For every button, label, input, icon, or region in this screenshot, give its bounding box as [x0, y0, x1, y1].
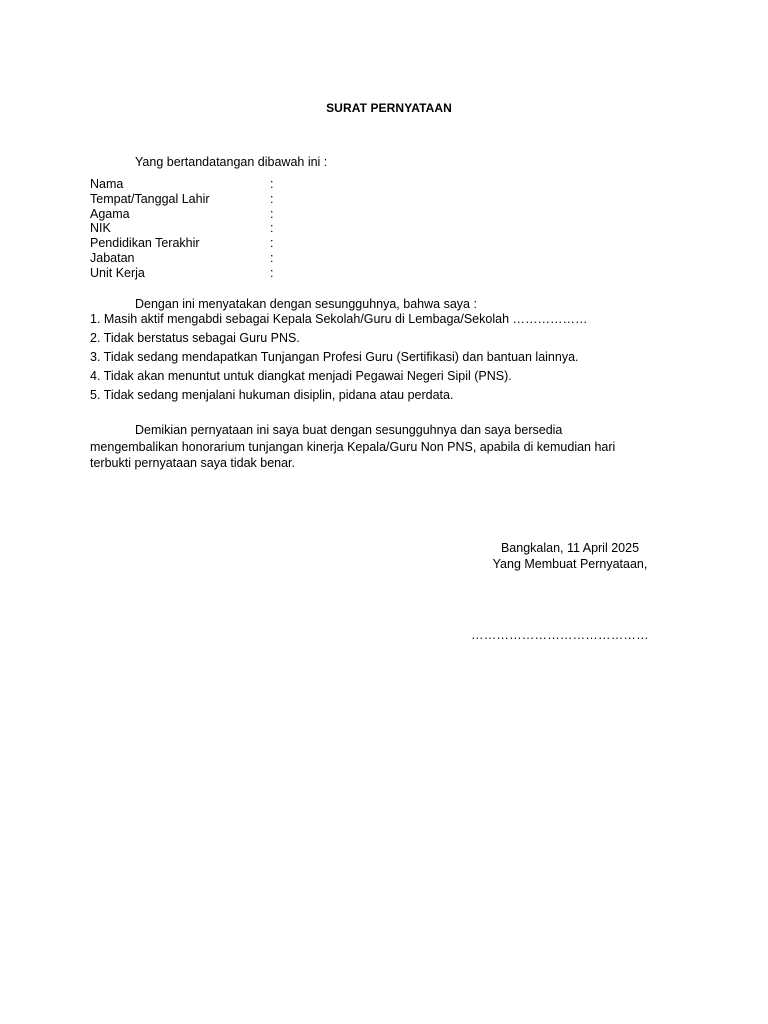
- identity-label: Jabatan: [90, 250, 135, 265]
- statement-item-5: 5. Tidak sedang menjalani hukuman disiplin, pidana atau perdata.: [90, 388, 454, 402]
- statement-item-2: 2. Tidak berstatus sebagai Guru PNS.: [90, 331, 300, 345]
- statement-item-4: 4. Tidak akan menuntut untuk diangkat menjadi Pegawai Negeri Sipil (PNS).: [90, 369, 512, 383]
- signer-label: Yang Membuat Pernyataan,: [492, 557, 648, 571]
- identity-label: Nama: [90, 177, 124, 191]
- place-date: Bangkalan, 11 April 2025: [500, 541, 640, 555]
- closing-paragraph: [90, 422, 675, 472]
- signature-block: [470, 540, 670, 572]
- identity-colon: :: [270, 265, 274, 280]
- closing-line: Demikian pernyataan ini saya buat dengan sesungguhnya dan saya bersedia: [135, 423, 563, 437]
- identity-label: Tempat/Tanggal Lahir: [90, 191, 210, 206]
- statement-item-3: 3. Tidak sedang mendapatkan Tunjangan Profesi Guru (Sertifikasi) dan bantuan lainnya.: [90, 350, 579, 364]
- identity-label: Agama: [90, 206, 130, 221]
- declaration-intro: Dengan ini menyatakan dengan sesungguhnya, bahwa saya :: [135, 297, 477, 311]
- identity-colon: :: [270, 250, 274, 265]
- identity-colon: :: [270, 236, 274, 251]
- document-title: SURAT PERNYATAAN: [326, 101, 452, 115]
- identity-colon: :: [270, 177, 274, 191]
- identity-label: Unit Kerja: [90, 265, 145, 280]
- identity-colon: :: [270, 206, 274, 221]
- signature-line: ……………………………………: [471, 628, 649, 642]
- closing-line: mengembalikan honorarium tunjangan kinerja Kepala/Guru Non PNS, apabila di kemudian hari: [90, 439, 616, 454]
- identity-colon: :: [270, 191, 274, 206]
- closing-line: terbukti pernyataan saya tidak benar.: [90, 456, 295, 470]
- identity-label: NIK: [90, 221, 111, 236]
- statement-item-1: 1. Masih aktif mengabdi sebagai Kepala Sekolah/Guru di Lembaga/Sekolah ………………: [90, 312, 588, 326]
- identity-colon: :: [270, 221, 274, 236]
- identity-label: Pendidikan Terakhir: [90, 236, 200, 251]
- intro-text: Yang bertandatangan dibawah ini :: [135, 155, 328, 169]
